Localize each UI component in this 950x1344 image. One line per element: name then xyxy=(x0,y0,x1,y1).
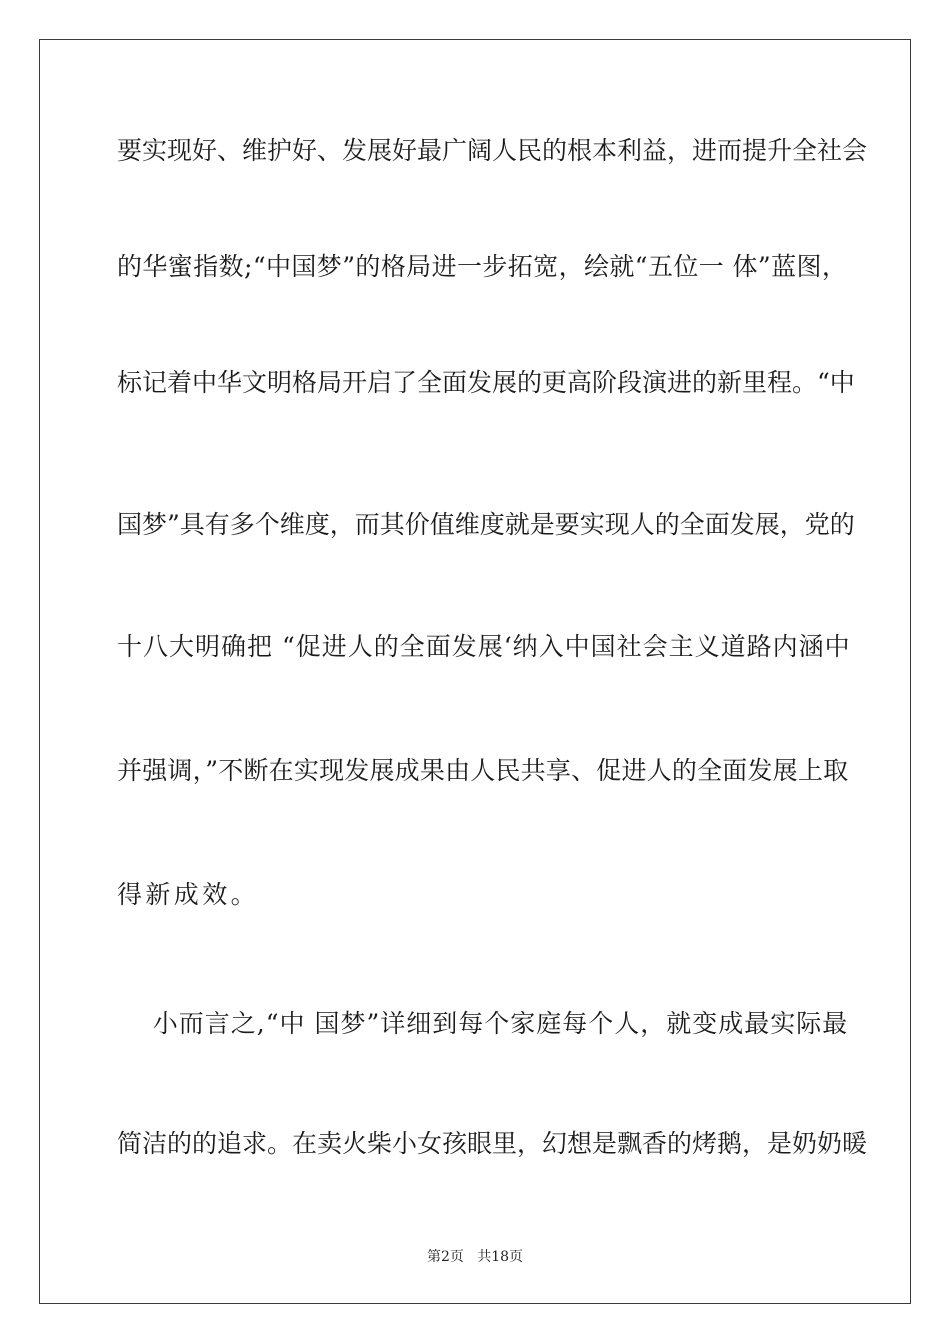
text-line-9: 简洁的的追求。在卖火柴小女孩眼里，幻想是飘香的烤鹅，是奶奶暖 xyxy=(117,1129,868,1158)
text-line-5: 十八大明确把 “促进人的全面发展‘纳入中国社会主义道路内涵中 xyxy=(117,632,851,661)
text-line-4: 国梦”具有多个维度，而其价值维度就是要实现人的全面发展，党的 xyxy=(117,510,855,539)
text-line-8: 小而言之,“中 国梦”详细到每个家庭每个人，就变成最实际最 xyxy=(117,1009,849,1038)
text-line-1: 要实现好、维护好、发展好最广阔人民的根本利益，进而提升全社会 xyxy=(117,136,868,165)
text-line-7: 得新成效。 xyxy=(117,880,260,909)
page-border xyxy=(39,39,911,1304)
text-line-6: 并强调，”不断在实现发展成果由人民共享、促进人的全面发展上取 xyxy=(117,756,849,785)
page-number-footer: 第2页 共18页 xyxy=(426,1249,524,1265)
text-line-2: 的华蜜指数;“中国梦”的格局进一步拓宽，绘就“五位一 体”蓝图， xyxy=(117,252,848,281)
text-line-3: 标记着中华文明格局开启了全面发展的更高阶段演进的新里程。“中 xyxy=(117,368,855,397)
